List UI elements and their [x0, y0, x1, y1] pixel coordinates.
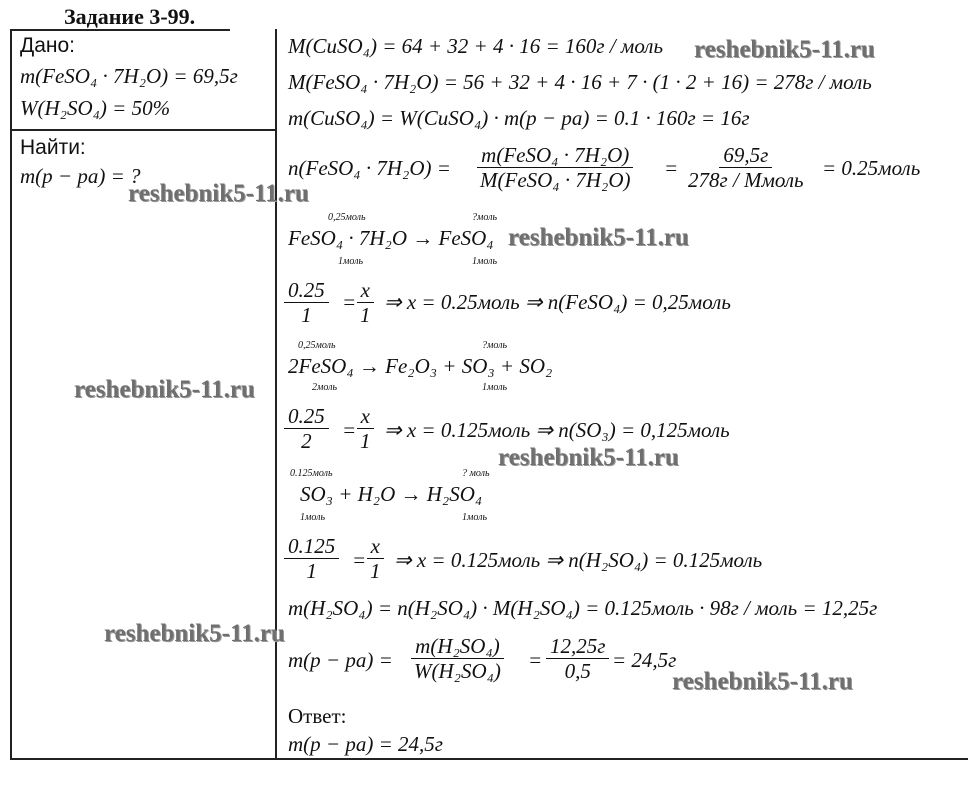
solution-mass-lhs: m(p − pa) = — [288, 648, 393, 672]
reaction2-label-top: 0,25моль — [298, 340, 336, 351]
answer-value: m(p − pa) = 24,5г — [288, 732, 443, 756]
reaction3-label-bottom: 1моль — [462, 512, 488, 523]
given-find-divider — [10, 129, 276, 131]
reaction2-label-top: ?моль — [482, 340, 508, 351]
fraction-denominator: M(FeSO₄ · 7H₂O) — [480, 168, 631, 193]
watermark: reshebnik5-11.ru — [498, 444, 679, 471]
proportion-2-right — [356, 404, 375, 454]
fraction-denominator: 1 — [301, 303, 312, 328]
equals-sign: = — [664, 156, 679, 180]
watermark: reshebnik5-11.ru — [508, 224, 689, 251]
reaction-3: SO₃ + H₂O → H₂SO₄ — [300, 482, 483, 506]
given-fraction: W(H₂SO₄) = 50% — [20, 96, 171, 120]
fraction-numerator: 0.25 — [284, 278, 329, 303]
fraction-denominator: 1 — [360, 303, 371, 328]
watermark: reshebnik5-11.ru — [74, 376, 255, 403]
reaction1-label-top: 0,25моль — [328, 212, 366, 223]
fraction-denominator: 278г / Mмоль — [688, 168, 804, 193]
solution-mass-fraction-values — [546, 634, 609, 684]
fraction-denominator: W(H₂SO₄) — [414, 659, 501, 684]
molar-mass-cuso4: M(CuSO₄) = 64 + 32 + 4 · 16 = 160г / моль — [288, 34, 664, 58]
watermark: reshebnik5-11.ru — [104, 620, 285, 647]
fraction-numerator: x — [357, 404, 374, 429]
watermark: reshebnik5-11.ru — [128, 180, 309, 207]
moles-lhs: n(FeSO₄ · 7H₂O) = — [288, 156, 451, 180]
fraction-numerator: x — [357, 278, 374, 303]
table-left-border — [10, 29, 12, 759]
reaction3-label-top: 0.125моль — [290, 468, 333, 479]
fraction-denominator: 0,5 — [564, 659, 591, 684]
table-bottom-border — [10, 758, 968, 760]
fraction-denominator: 1 — [306, 559, 317, 584]
proportion-1-right — [356, 278, 375, 328]
reaction-1: FeSO₄ · 7H₂O → FeSO₄ — [288, 226, 494, 250]
mass-cuso4: m(CuSO₄) = W(CuSO₄) · m(p − pa) = 0.1 · 160г = 16г — [288, 106, 750, 130]
column-divider — [275, 29, 277, 759]
reaction3-label-top: ? моль — [462, 468, 490, 479]
equals-sign: = — [342, 418, 357, 442]
reaction2-label-bottom: 1моль — [482, 382, 508, 393]
fraction-numerator: 0.25 — [284, 404, 329, 429]
equals-sign: = — [352, 548, 367, 572]
moles-result: = 0.25моль — [822, 156, 921, 180]
moles-fraction-values — [684, 143, 808, 193]
proportion-3-left — [284, 534, 339, 584]
watermark: reshebnik5-11.ru — [694, 36, 875, 63]
reaction3-label-bottom: 1моль — [300, 512, 326, 523]
reaction-2: 2FeSO₄ → Fe₂O₃ + SO₃ + SO₂ — [288, 354, 553, 378]
reaction1-label-bottom: 1моль — [472, 256, 498, 267]
molar-mass-feso4-hydrate: M(FeSO₄ · 7H₂O) = 56 + 32 + 4 · 16 + 7 · (1 · 2 + 16) = 278г / моль — [288, 70, 872, 94]
solution-mass-fraction-formula — [410, 634, 505, 684]
find-header: Найти: — [20, 136, 86, 159]
watermark: reshebnik5-11.ru — [672, 668, 853, 695]
proportion-3-result: ⇒ x = 0.125моль ⇒ n(H₂SO₄) = 0.125моль — [394, 548, 763, 572]
reaction2-label-bottom: 2моль — [312, 382, 338, 393]
fraction-denominator: 1 — [370, 559, 381, 584]
fraction-numerator: m(FeSO₄ · 7H₂O) — [477, 143, 633, 168]
proportion-3-right — [366, 534, 385, 584]
find-item: m(p − pa) = ? — [20, 164, 141, 188]
given-header: Дано: — [20, 34, 76, 57]
moles-fraction-formula — [476, 143, 634, 193]
solution-mass-result: = 24,5г — [612, 648, 677, 672]
proportion-1-left — [284, 278, 329, 328]
equals-sign: = — [528, 648, 543, 672]
fraction-numerator: 69,5г — [719, 143, 772, 168]
proportion-2-left — [284, 404, 329, 454]
given-mass: m(FeSO₄ · 7H₂O) = 69,5г — [20, 64, 238, 88]
fraction-numerator: 0.125 — [284, 534, 339, 559]
answer-label: Ответ: — [288, 704, 347, 728]
proportion-1-result: ⇒ x = 0.25моль ⇒ n(FeSO₄) = 0,25моль — [384, 290, 731, 314]
fraction-denominator: 1 — [360, 429, 371, 454]
reaction1-label-bottom: 1моль — [338, 256, 364, 267]
equals-sign: = — [342, 290, 357, 314]
proportion-2-result: ⇒ x = 0.125моль ⇒ n(SO₃) = 0,125моль — [384, 418, 730, 442]
task-title: Задание 3-99. — [64, 4, 196, 29]
mass-h2so4: m(H₂SO₄) = n(H₂SO₄) · M(H₂SO₄) = 0.125моль · 98г / моль = 12,25г — [288, 596, 878, 620]
fraction-denominator: 2 — [301, 429, 312, 454]
fraction-numerator: x — [367, 534, 384, 559]
fraction-numerator: 12,25г — [546, 634, 609, 659]
reaction1-label-top: ?моль — [472, 212, 498, 223]
fraction-numerator: m(H₂SO₄) — [411, 634, 504, 659]
table-top-border — [10, 29, 230, 31]
